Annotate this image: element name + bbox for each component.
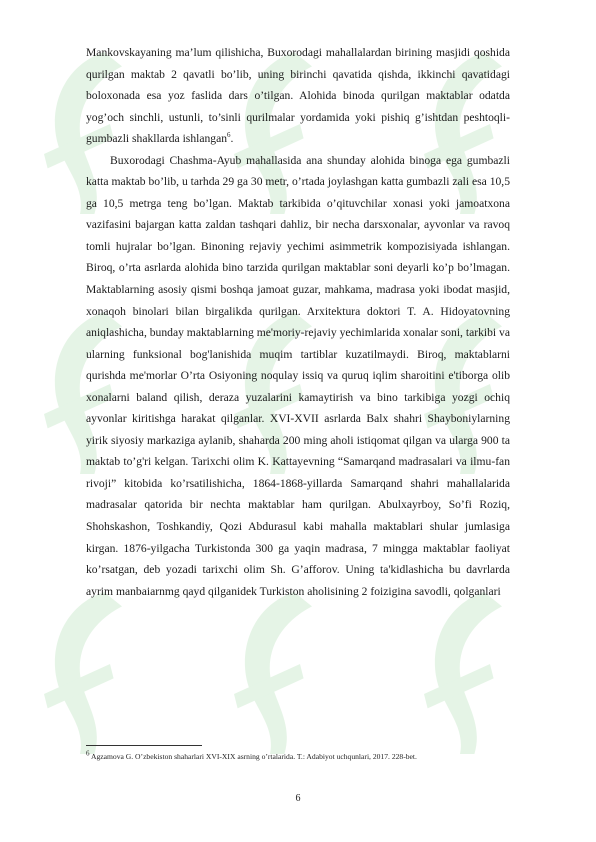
paragraph-text: Buxorodagi Chashma-Ayub mahallasida ana shunday alohida binoga ega gumbazli katta maktab bo’lib, u tarhda 29 ga 30 metr, o’rtada joylashgan katta gumbazli zali esa 10,5 ga 10,5 metrga teng bo’lgan. Maktab tarkibida o’qituvchilar xonasi yoki jamoatxona vazifasini bajargan katta zaldan tashqari dahliz, bir necha darsxonalar, ayvonlar va ravoq tomli hujralar bo’lgan. Binoning rejaviy yechimi asimmetrik kompozisiyada ishlangan. Biroq, o’rta asrlarda alohida bino tarzida qurilgan maktablar soni deyarli ko’p bo’lmagan. Maktablarning asosiy qismi boshqa jamoat guzar, mahkama, madrasa yoki ibodat masjid, xonaqoh binolari bilan birgalikda qurilgan. Arxitektura doktori T. A. Hidoyatovning aniqlashicha, bunday maktablarning me'moriy-rejaviy yechimlarida xonalar soni, tarkibi va ularning funksional bog'lanishida muqim tartiblar kuzatilmaydi. Biroq, maktablarni qurishda me'morlar O’rta Osiyoning noqulay issiq va quruq iqlim sharoitini e'tiborga olib xonalarni baland qilish, deraza yuzalarini kamaytirish va bino tarkibiga yozgi ochiq ayvonlar kiritishga harakat qilganlar. XVI-XVII asrlarda Balx shahri Shayboniylarning yirik siyosiy markaziga aylanib, shaharda 200 ming aholi istiqomat qilgan va ularga 900 ta maktab to’g'ri kelgan. Tarixchi olim K. Kattayevning “Samarqand madrasalari va ilmu-fan rivoji” kitobida ko’rsatilishicha, 1864-1868-yillarda Samarqand shahri mahallalarida madrasalar qatorida bir nechta maktablar ham qurilgan. Abulxayrboy, So’fi Roziq, Shohskashon, Toshkandiy, Qozi Abdurasul kabi mahalla maktablari shular jumlasiga kirgan. 1876-yilgacha Turkistonda 300 ga yaqin madrasa, 7 mingga maktablar faoliyat ko’rsatgan, deb yozadi tarixchi olim Sh. G’afforov. Uning ta'kidlashicha bu davrlarda ayrim manbaiarnmg qayd qilganidek Turkiston aholisining 2 foizigina savodli, qolganlari xyxy=(86,153,510,598)
watermark-logo-icon xyxy=(210,580,330,760)
paragraph-tail: . xyxy=(230,132,234,146)
paragraph xyxy=(86,150,510,602)
footnote-reference[interactable]: 6 xyxy=(227,131,231,140)
footnote xyxy=(86,749,526,762)
page-number: 6 xyxy=(295,793,301,804)
footnote-number: 6 xyxy=(86,749,90,758)
body-text xyxy=(86,42,510,602)
paragraph xyxy=(86,42,510,150)
footnote-text: Agzamova G. O’zbekiston shaharlari XVI-XIX asrning o’rtalarida. T.: Adabiyot uchqunlari, 2017. 228-bet. xyxy=(89,752,417,761)
paragraph-text: Mankovskayaning ma’lum qilishicha, Buxorodagi mahallalardan birining masjidi qoshida qurilgan maktab 2 qavatli bo’lib, uning birinchi qavatida qishda, ikkinchi qavatidagi boloxonada esa yoz faslida dars o’tilgan. Alohida binoda qurilgan maktablar odatda yog’och sinchli, ustunli, to’sinli qurilmalar yordamida yoki pishiq g’ishtdan peshtoqli-gumbazli shakllarda ishlangan xyxy=(86,46,510,146)
watermark-logo-icon xyxy=(20,580,140,760)
footnote-divider xyxy=(86,745,202,746)
watermark-logo-icon xyxy=(400,580,520,760)
